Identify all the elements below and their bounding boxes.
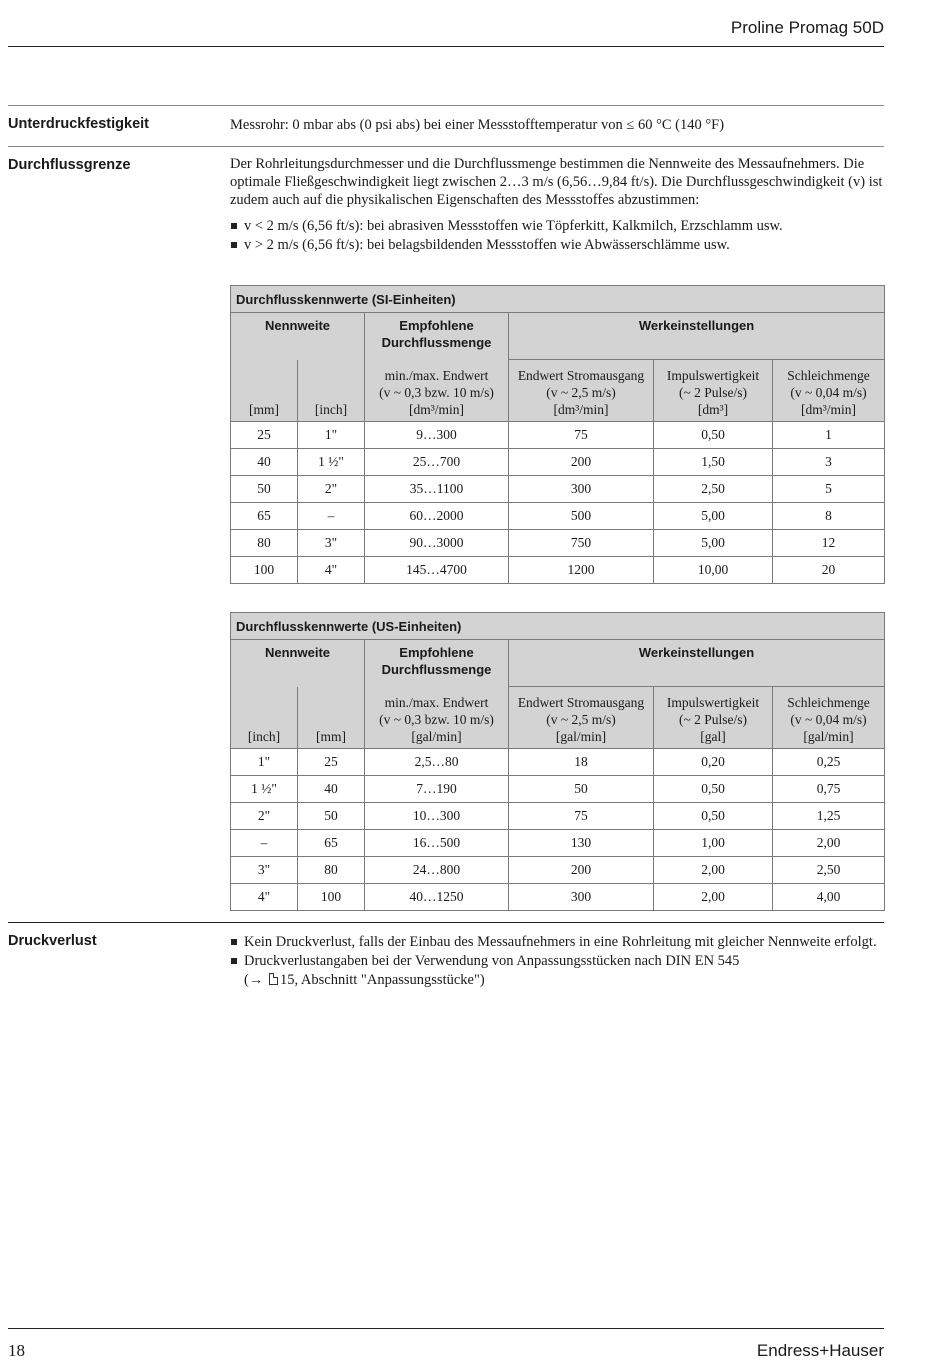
table-cell: 1 ½" (231, 776, 298, 803)
table-row (231, 557, 885, 584)
section-label: Druckverlust (8, 933, 97, 949)
table-caption: Durchflusskennwerte (SI-Einheiten) (231, 286, 885, 313)
unit-col-1: [inch] (231, 687, 298, 749)
table-cell: 0,50 (654, 422, 773, 449)
section-label: Unterdruckfestigkeit (8, 116, 150, 132)
table-cell: 500 (509, 503, 654, 530)
table-cell: 1200 (509, 557, 654, 584)
table-row (231, 476, 885, 503)
table-cell: 0,20 (654, 749, 773, 776)
subheader-stromausgang: Endwert Stromausgang (v ~ 2,5 m/s) [dm³/min] (509, 360, 654, 422)
table-cell: 1,00 (654, 830, 773, 857)
table-cell: 50 (231, 476, 298, 503)
table-cell: 7…190 (365, 776, 509, 803)
list-item: v < 2 m/s (6,56 ft/s): bei abrasiven Messstoffen wie Töpferkitt, Kalkmilch, Erzschlamm usw. (230, 217, 884, 236)
bullet-list (230, 933, 884, 990)
flow-table-si (230, 285, 885, 584)
table-cell: 75 (509, 803, 654, 830)
table-cell: 50 (509, 776, 654, 803)
table-cell: 1,50 (654, 449, 773, 476)
subheader-endwert: min./max. Endwert (v ~ 0,3 bzw. 10 m/s) [dm³/min] (365, 360, 509, 422)
table-cell: 2,50 (654, 476, 773, 503)
table-cell: 3" (231, 857, 298, 884)
table-cell: 65 (231, 503, 298, 530)
subheader-endwert: min./max. Endwert (v ~ 0,3 bzw. 10 m/s) [gal/min] (365, 687, 509, 749)
table-cell: 16…500 (365, 830, 509, 857)
table-cell: 2,50 (773, 857, 885, 884)
table-cell: 100 (231, 557, 298, 584)
header-empfohlene: Empfohlene Durchflussmenge (365, 313, 509, 360)
table-cell: 40 (298, 776, 365, 803)
table-cell: 750 (509, 530, 654, 557)
header-nennweite: Nennweite (231, 313, 365, 360)
table-cell: 1,25 (773, 803, 885, 830)
table-cell: 1 (773, 422, 885, 449)
table-cell: 20 (773, 557, 885, 584)
table-cell: 40…1250 (365, 884, 509, 911)
bullet-square-icon (231, 958, 237, 964)
header-werkeinstellungen: Werkeinstellungen (509, 313, 885, 360)
table-cell: 90…3000 (365, 530, 509, 557)
table-cell: 300 (509, 476, 654, 503)
table-cell: – (231, 830, 298, 857)
table-row (231, 776, 885, 803)
table-cell: 18 (509, 749, 654, 776)
unit-col-2: [inch] (298, 360, 365, 422)
bullet-square-icon (231, 223, 237, 229)
table-cell: 0,75 (773, 776, 885, 803)
table-cell: 1" (298, 422, 365, 449)
table-row (231, 857, 885, 884)
table-cell: 300 (509, 884, 654, 911)
subheader-impulswertigkeit: Impulswertigkeit (~ 2 Pulse/s) [gal] (654, 687, 773, 749)
table-cell: 1" (231, 749, 298, 776)
bullet-square-icon (231, 242, 237, 248)
section-label: Durchflussgrenze (8, 157, 131, 173)
table-cell: 10…300 (365, 803, 509, 830)
table-cell: 60…2000 (365, 503, 509, 530)
header-empfohlene: Empfohlene Durchflussmenge (365, 640, 509, 687)
table-cell: 25 (298, 749, 365, 776)
table-cell: 2,00 (773, 830, 885, 857)
header-werkeinstellungen: Werkeinstellungen (509, 640, 885, 687)
table-cell: 2" (231, 803, 298, 830)
table-cell: 65 (298, 830, 365, 857)
table-cell: 25 (231, 422, 298, 449)
table-cell: 12 (773, 530, 885, 557)
table-cell: 5,00 (654, 503, 773, 530)
table-cell: – (298, 503, 365, 530)
subheader-schleichmenge: Schleichmenge (v ~ 0,04 m/s) [gal/min] (773, 687, 885, 749)
page-reference-icon (269, 973, 278, 985)
list-item: Kein Druckverlust, falls der Einbau des Messaufnehmers in eine Rohrleitung mit gleicher Nennweite erfolgt. (230, 933, 884, 952)
table-cell: 75 (509, 422, 654, 449)
page-header (8, 0, 884, 47)
section-text: Der Rohrleitungsdurchmesser und die Durchflussmenge bestimmen die Nennweite des Messaufnehmers. Die optimale Fließgeschwindigkeit liegt zwischen 2…3 m/s (6,56…9,84 ft/s). Die Durchflussgeschwindigkeit (v) ist zudem auch auf die physikalischen Eigenschaften des Messstoffes abzustimmen: (230, 156, 883, 208)
page-number: 18 (8, 1341, 25, 1360)
table-row (231, 422, 885, 449)
table-cell: 0,50 (654, 803, 773, 830)
subheader-impulswertigkeit: Impulswertigkeit (~ 2 Pulse/s) [dm³] (654, 360, 773, 422)
table-cell: 50 (298, 803, 365, 830)
table-cell: 130 (509, 830, 654, 857)
unit-col-2: [mm] (298, 687, 365, 749)
list-item: Druckverlustangaben bei der Verwendung von Anpassungsstücken nach DIN EN 545 (→ 15, Abschnitt "Anpassungsstücke") (230, 952, 884, 990)
bullet-square-icon (231, 939, 237, 945)
flow-table-us (230, 612, 885, 911)
table-cell: 5 (773, 476, 885, 503)
table-row (231, 749, 885, 776)
page-footer (8, 1328, 884, 1360)
subheader-schleichmenge: Schleichmenge (v ~ 0,04 m/s) [dm³/min] (773, 360, 885, 422)
section-druckverlust (8, 922, 884, 1013)
table-cell: 24…800 (365, 857, 509, 884)
table-cell: 2" (298, 476, 365, 503)
table-row (231, 803, 885, 830)
table-cell: 80 (298, 857, 365, 884)
list-item: v > 2 m/s (6,56 ft/s): bei belagsbildenden Messstoffen wie Abwässerschlämme usw. (230, 236, 884, 255)
header-nennweite: Nennweite (231, 640, 365, 687)
table-cell: 2,00 (654, 884, 773, 911)
table-cell: 5,00 (654, 530, 773, 557)
table-cell: 0,25 (773, 749, 885, 776)
table-cell: 145…4700 (365, 557, 509, 584)
table-cell: 35…1100 (365, 476, 509, 503)
table-cell: 3" (298, 530, 365, 557)
unit-col-1: [mm] (231, 360, 298, 422)
table-cell: 9…300 (365, 422, 509, 449)
table-cell: 200 (509, 449, 654, 476)
section-body (230, 931, 884, 990)
table-cell: 2,00 (654, 857, 773, 884)
table-cell: 200 (509, 857, 654, 884)
footer-brand: Endress+Hauser (756, 1341, 884, 1360)
table-row (231, 503, 885, 530)
table-cell: 2,5…80 (365, 749, 509, 776)
table-cell: 4,00 (773, 884, 885, 911)
table-cell: 4" (298, 557, 365, 584)
table-cell: 40 (231, 449, 298, 476)
subheader-stromausgang: Endwert Stromausgang (v ~ 2,5 m/s) [gal/min] (509, 687, 654, 749)
table-cell: 100 (298, 884, 365, 911)
table-cell: 4" (231, 884, 298, 911)
table-cell: 1 ½" (298, 449, 365, 476)
table-cell: 3 (773, 449, 885, 476)
table-row (231, 530, 885, 557)
bullet-list (230, 217, 884, 255)
table-caption: Durchflusskennwerte (US-Einheiten) (231, 613, 885, 640)
table-cell: 0,50 (654, 776, 773, 803)
table-cell: 10,00 (654, 557, 773, 584)
section-body (230, 155, 884, 255)
section-unterdruckfestigkeit (8, 105, 884, 146)
table-row (231, 449, 885, 476)
table-cell: 80 (231, 530, 298, 557)
document-title: Proline Promag 50D (730, 18, 884, 37)
table-cell: 25…700 (365, 449, 509, 476)
table-cell: 8 (773, 503, 885, 530)
table-row (231, 884, 885, 911)
table-row (231, 830, 885, 857)
section-text: Messrohr: 0 mbar abs (0 psi abs) bei einer Messstofftemperatur von ≤ 60 °C (140 °F) (230, 117, 725, 133)
